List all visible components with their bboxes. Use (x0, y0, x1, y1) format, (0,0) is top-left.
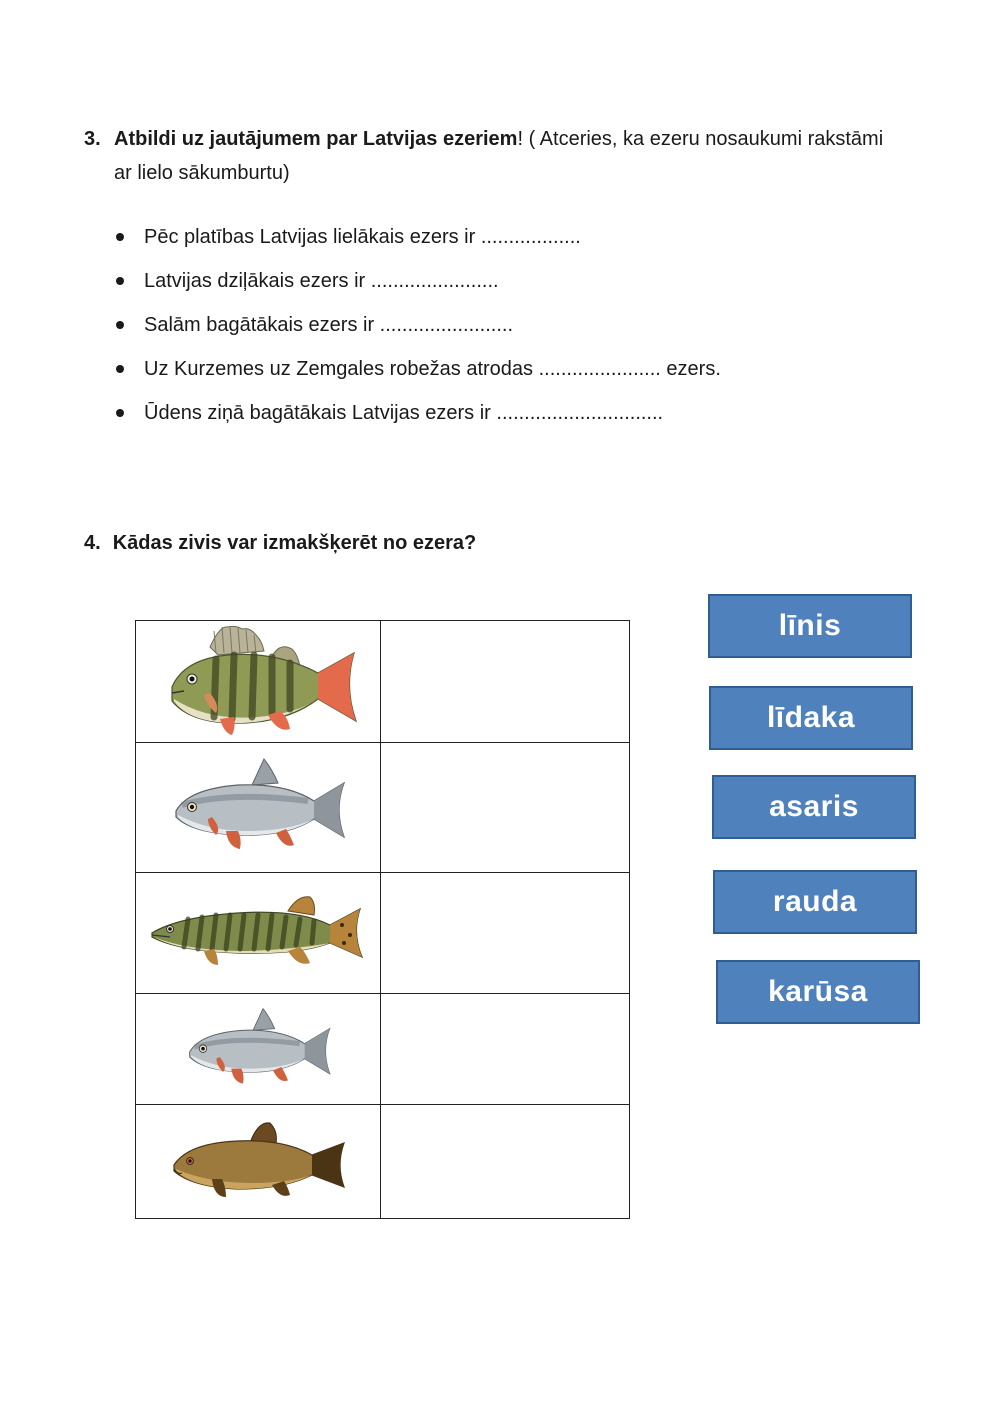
word-tile-lidaka[interactable]: līdaka (709, 686, 913, 750)
table-row (136, 621, 630, 743)
answer-cell[interactable] (381, 873, 630, 994)
fish-image-cell (136, 873, 381, 994)
list-item: Salām bagātākais ezers ir ........................ (116, 310, 816, 354)
question-4-title: Kādas zivis var izmakšķerēt no ezera? (112, 532, 477, 554)
word-tile-rauda[interactable]: rauda (713, 870, 917, 934)
answer-cell[interactable] (381, 1105, 630, 1219)
fish-image-cell (136, 994, 381, 1105)
bullet-icon (116, 409, 124, 417)
word-tile-karusa[interactable]: karūsa (716, 960, 920, 1024)
bullet-icon (116, 233, 124, 241)
roach-fish-icon (183, 1005, 333, 1089)
question-3-title-bold: Atbildi uz jautājumem par Latvijas ezeriem (114, 128, 518, 150)
table-row (136, 743, 630, 873)
answer-cell[interactable] (381, 621, 630, 743)
tench-fish-icon (168, 1117, 348, 1201)
table-row (136, 994, 630, 1105)
list-item: Pēc platības Latvijas lielākais ezers ir .................. (116, 222, 816, 266)
question-3-list (116, 222, 816, 442)
bullet-icon (116, 277, 124, 285)
word-tile-asaris[interactable]: asaris (712, 775, 916, 839)
question-number: 4. (84, 532, 101, 554)
fish-image-cell (136, 621, 381, 743)
roach-fish-icon (168, 755, 348, 855)
bullet-icon (116, 365, 124, 373)
perch-fish-icon (158, 621, 358, 737)
question-number: 3. (84, 128, 101, 150)
fish-image-cell (136, 743, 381, 873)
question-4 (84, 528, 476, 558)
fish-image-cell (136, 1105, 381, 1219)
fish-table (135, 620, 630, 1219)
table-row (136, 1105, 630, 1219)
answer-cell[interactable] (381, 994, 630, 1105)
bullet-icon (116, 321, 124, 329)
list-item: Latvijas dziļākais ezers ir ....................... (116, 266, 816, 310)
word-tile-linis[interactable]: līnis (708, 594, 912, 658)
table-row (136, 873, 630, 994)
list-item: Ūdens ziņā bagātākais Latvijas ezers ir .............................. (116, 398, 816, 442)
list-item: Uz Kurzemes uz Zemgales robežas atrodas ...................... ezers. (116, 354, 816, 398)
pike-fish-icon (148, 891, 368, 971)
question-3-title-rest: ! ( Atceries, ka ezeru nosaukumi rakstāmi ar lielo sākumburtu) (114, 128, 884, 184)
question-3-text (114, 122, 884, 190)
answer-cell[interactable] (381, 743, 630, 873)
question-3 (84, 122, 884, 190)
